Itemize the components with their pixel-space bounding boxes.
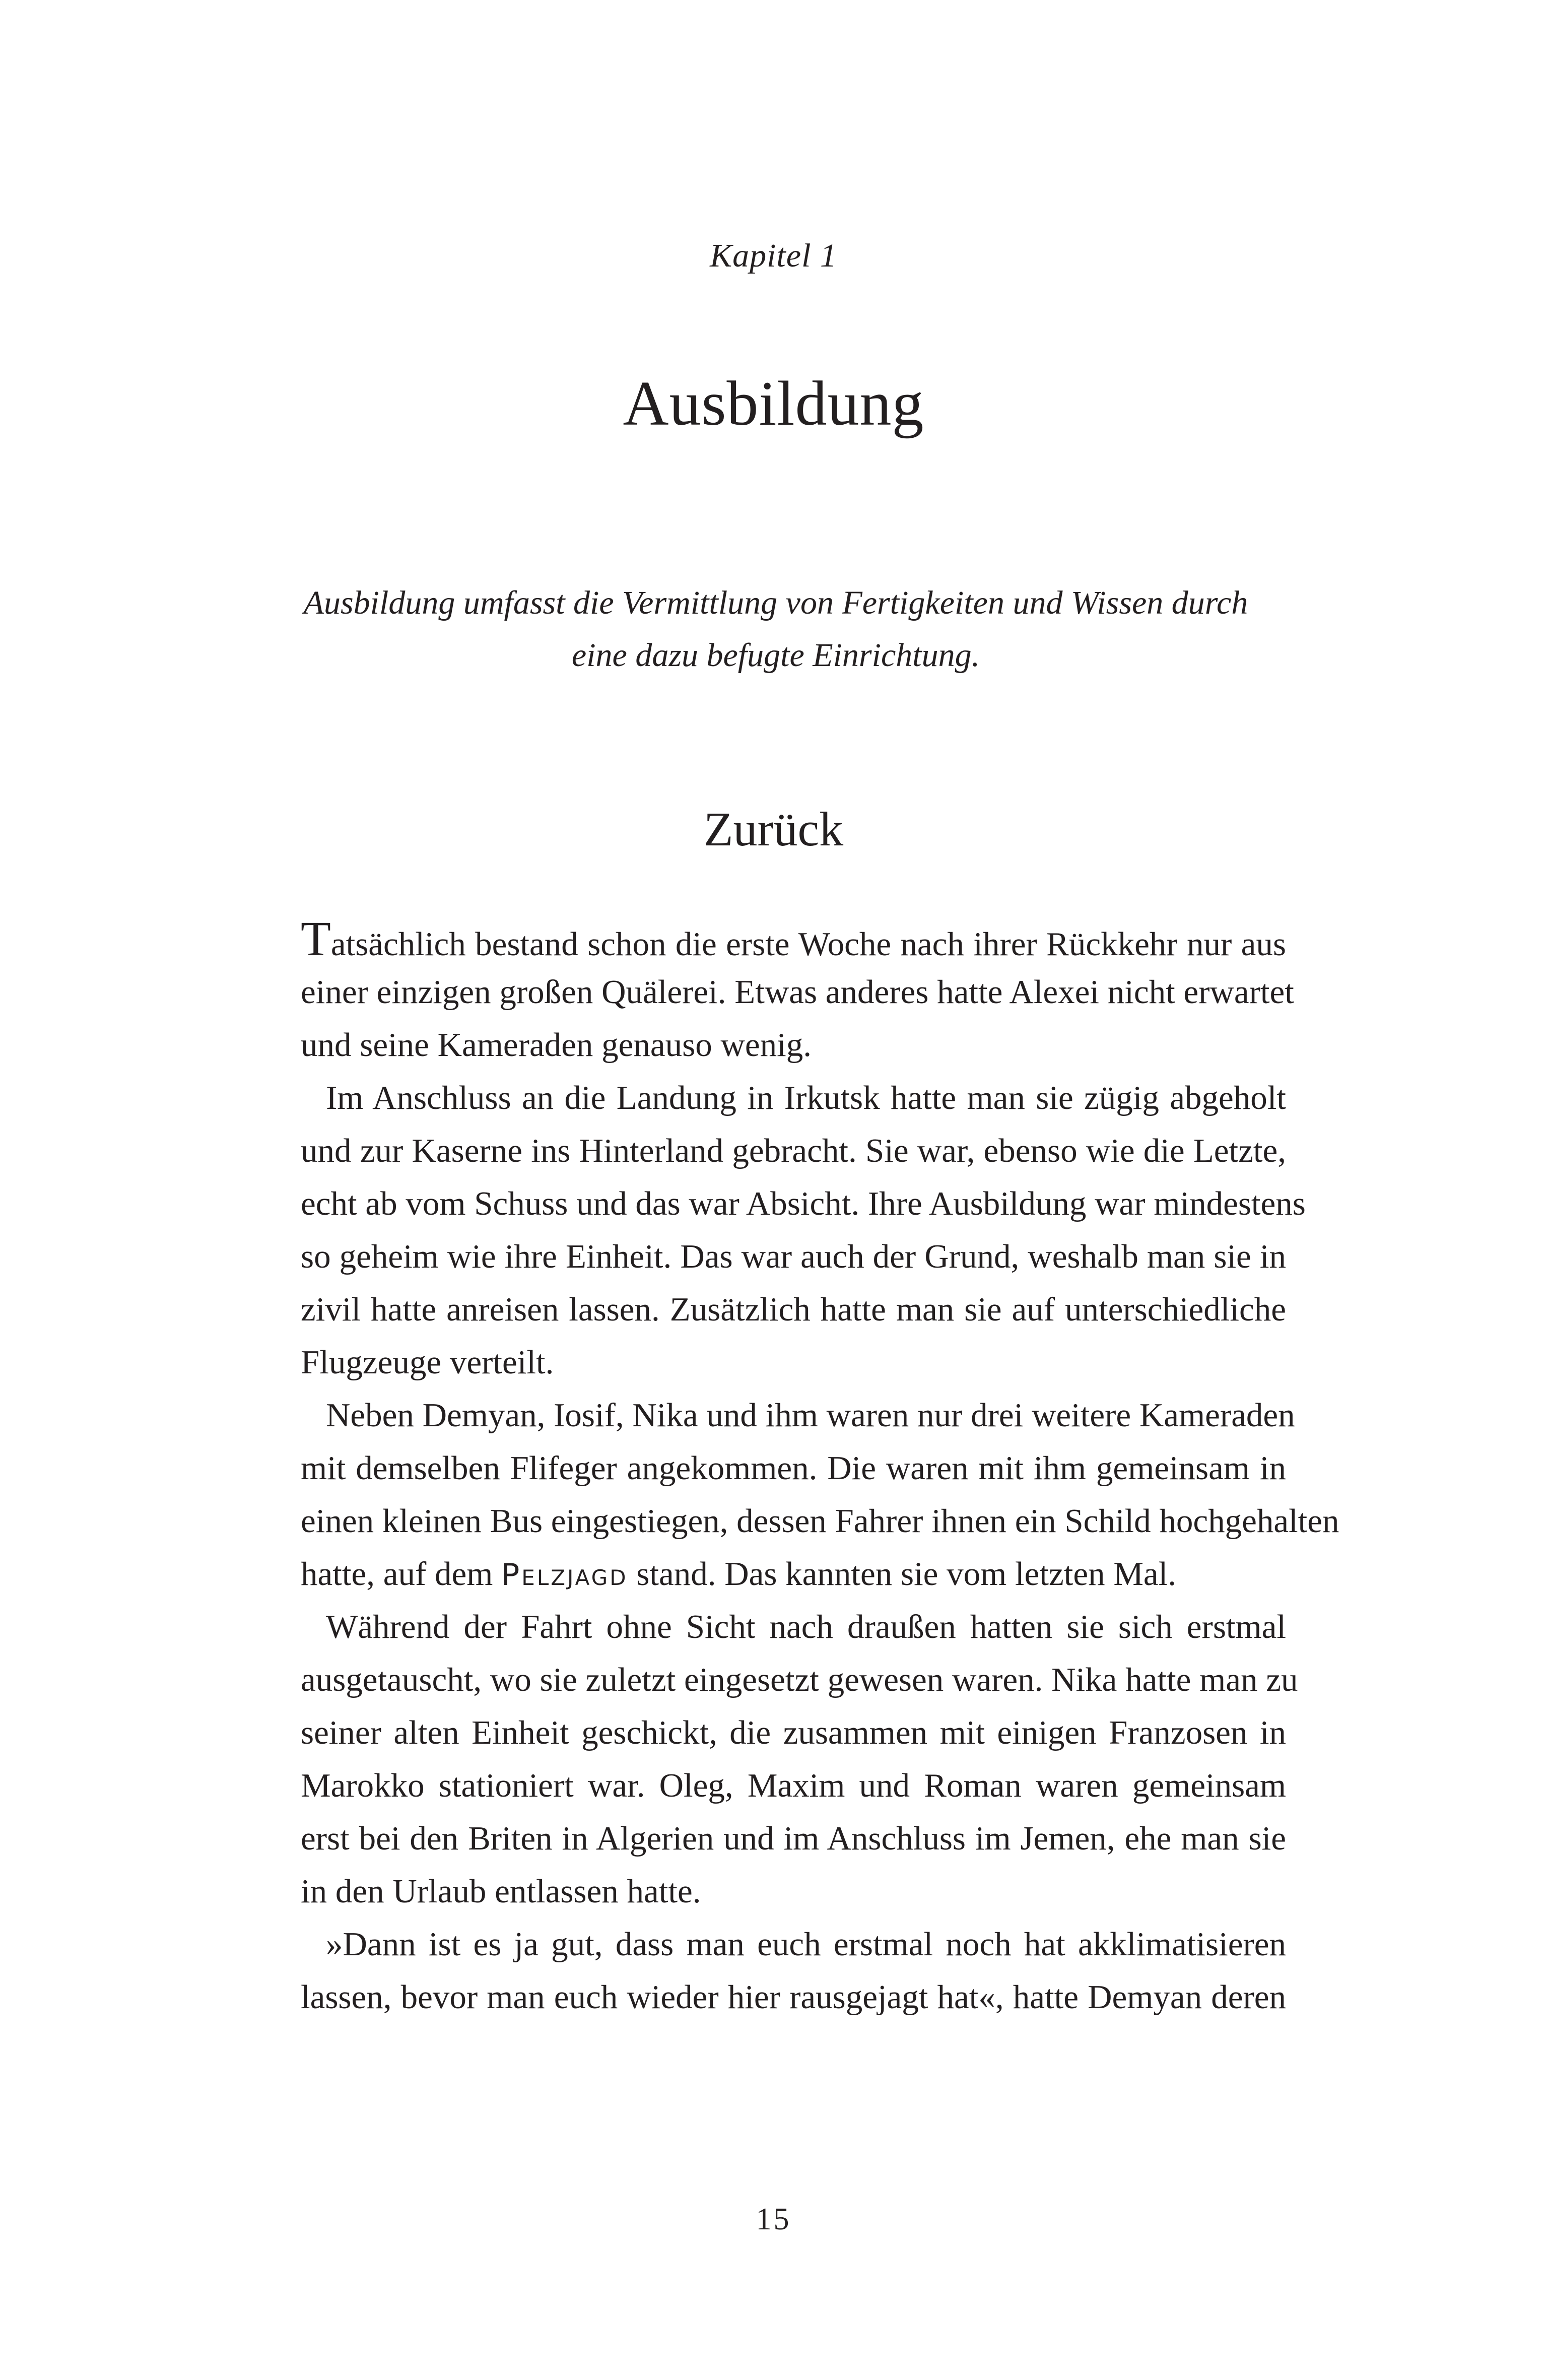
small-caps-term: Pelzjagd xyxy=(501,1557,628,1593)
text-line: einer einzigen großen Quälerei. Etwas anderes hatte Alexei nicht erwartet xyxy=(301,973,1294,1011)
text-line xyxy=(301,913,1286,966)
epigraph-line: eine dazu befugte Einrichtung. xyxy=(571,637,980,674)
text-line: erst bei den Briten in Algerien und im Anschluss im Jemen, ehe man sie xyxy=(301,1820,1286,1857)
chapter-title: Ausbildung xyxy=(623,369,924,439)
line-text: hatte, auf dem xyxy=(301,1555,502,1593)
text-line: Neben Demyan, Iosif, Nika und ihm waren nur drei weitere Kameraden xyxy=(326,1397,1295,1434)
line-text: atsächlich bestand schon die erste Woche nach ihrer Rückkehr nur aus xyxy=(330,925,1286,963)
text-line: so geheim wie ihre Einheit. Das war auch der Grund, weshalb man sie in xyxy=(301,1238,1286,1275)
text-line: Während der Fahrt ohne Sicht nach draußen hatten sie sich erstmal xyxy=(326,1608,1286,1645)
body-text xyxy=(301,912,1339,2024)
text-line: seiner alten Einheit geschickt, die zusammen mit einigen Franzosen in xyxy=(301,1714,1286,1751)
epigraph-line: Ausbildung umfasst die Vermittlung von Fertigkeiten und Wissen durch xyxy=(303,584,1248,621)
text-line: Flugzeuge verteilt. xyxy=(301,1344,554,1381)
text-line: »Dann ist es ja gut, dass man euch erstmal noch hat akklimatisieren xyxy=(326,1926,1286,1963)
chapter-label: Kapitel 1 xyxy=(710,237,837,274)
line-text: stand. Das kannten sie vom letzten Mal. xyxy=(628,1555,1177,1593)
text-line: mit demselben Flifeger angekommen. Die waren mit ihm gemeinsam in xyxy=(301,1449,1286,1487)
text-line: einen kleinen Bus eingestiegen, dessen Fahrer ihnen ein Schild hochgehalten xyxy=(301,1502,1339,1540)
text-line xyxy=(301,1548,1286,1601)
text-line: lassen, bevor man euch wieder hier rausgejagt hat«, hatte Demyan deren xyxy=(301,1978,1286,2016)
text-line: zivil hatte anreisen lassen. Zusätzlich hatte man sie auf unterschiedliche xyxy=(301,1291,1286,1328)
text-line: echt ab vom Schuss und das war Absicht. Ihre Ausbildung war mindestens xyxy=(301,1185,1306,1222)
page-number: 15 xyxy=(756,2202,791,2236)
text-line: ausgetauscht, wo sie zuletzt eingesetzt gewesen waren. Nika hatte man zu xyxy=(301,1661,1298,1698)
section-heading: Zurück xyxy=(703,802,844,856)
text-line: Marokko stationiert war. Oleg, Maxim und Roman waren gemeinsam xyxy=(301,1767,1286,1804)
epigraph xyxy=(282,577,1269,682)
text-line: und seine Kameraden genauso wenig. xyxy=(301,1026,812,1064)
text-line: und zur Kaserne ins Hinterland gebracht. Sie war, ebenso wie die Letzte, xyxy=(301,1132,1286,1169)
text-line: in den Urlaub entlassen hatte. xyxy=(301,1873,701,1910)
drop-cap: T xyxy=(301,912,331,966)
text-line: Im Anschluss an die Landung in Irkutsk hatte man sie zügig abgeholt xyxy=(326,1079,1286,1116)
